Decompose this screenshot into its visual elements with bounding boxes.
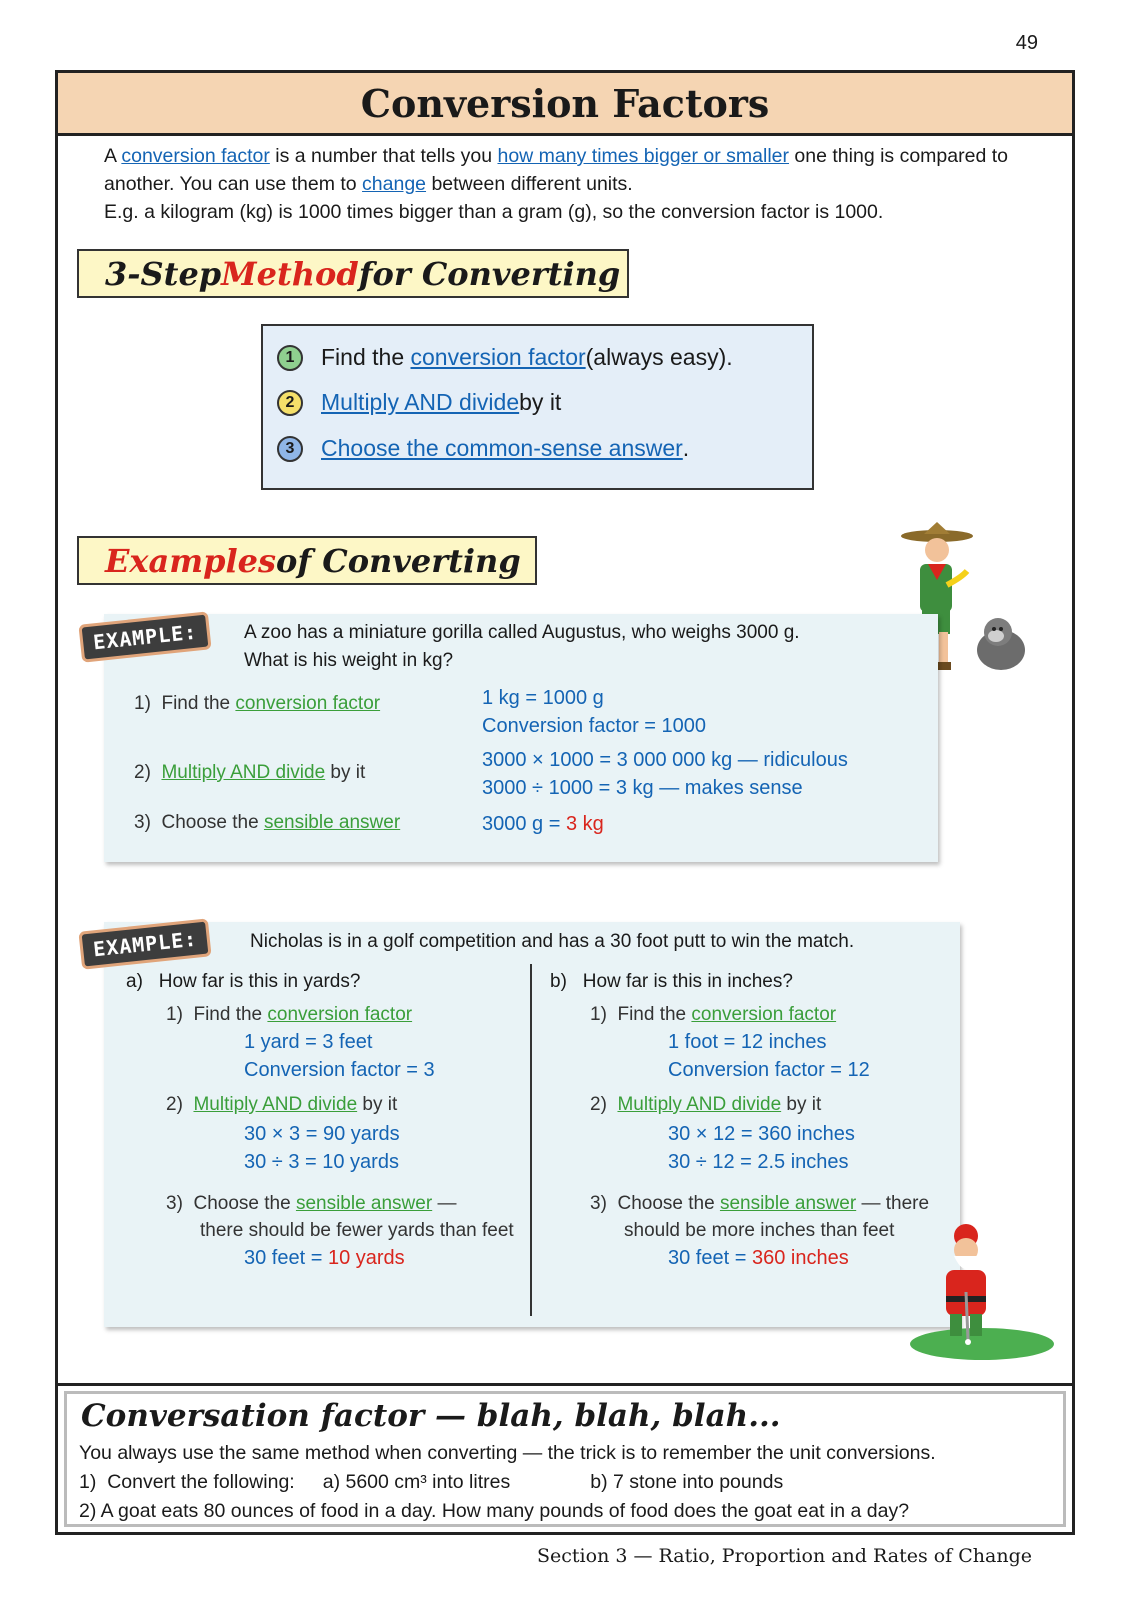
column-divider (530, 964, 532, 1316)
step-text: there should be fewer yards than feet (200, 1220, 514, 1241)
summary-box (58, 1383, 1072, 1532)
part-question: How far is this in yards? (158, 971, 361, 992)
step-link[interactable]: conversion factor (267, 1004, 413, 1025)
example-1-answers (482, 684, 848, 838)
question-num: 1) (79, 1471, 97, 1493)
question-line: What is his weight in kg? (244, 650, 454, 671)
step-num: 2) (134, 762, 151, 783)
link-change[interactable]: change (362, 173, 427, 195)
example-1-step-1 (134, 693, 380, 715)
step-link[interactable]: Multiply AND divide (193, 1094, 358, 1115)
step-3 (277, 435, 689, 462)
final-answer: 3 kg (565, 813, 604, 835)
step-link[interactable]: conversion factor (235, 693, 381, 714)
step-num: 2) (590, 1094, 607, 1115)
answer-line: 30 ÷ 3 = 10 yards (244, 1151, 399, 1173)
step-number-circle: 3 (277, 436, 303, 462)
steps-box (261, 324, 814, 490)
summary-text: You always use the same method when converting — the trick is to remember the unit conversions. (79, 1442, 936, 1464)
intro-text: one thing is compared to another. You can use them to (104, 145, 1008, 195)
final-answer: 10 yards (327, 1247, 405, 1269)
step-text: (always easy). (585, 344, 733, 370)
step-num: 1) (590, 1004, 607, 1025)
link-conversion-factor[interactable]: conversion factor (121, 145, 270, 167)
question-line: A zoo has a miniature gorilla called Augustus, who weighs 3000 g. (244, 622, 800, 643)
step-text: Choose the (193, 1193, 296, 1214)
page-title: Conversion Factors (58, 73, 1072, 136)
part-a (126, 968, 526, 1272)
method-heading-part: 3-Step (105, 254, 222, 293)
step-num: 3) (134, 812, 151, 833)
step-2 (277, 389, 561, 416)
step-link[interactable]: Choose the common-sense answer (321, 435, 683, 461)
answer-line: 1 foot = 12 inches (668, 1031, 827, 1053)
question-part-a: a) 5600 cm³ into litres (322, 1471, 511, 1493)
examples-heading-part: of Converting (275, 541, 521, 580)
summary-question-2: 2) A goat eats 80 ounces of food in a day. How many pounds of food does the goat eat in a day? (79, 1500, 910, 1522)
example-1-step-2 (134, 762, 365, 784)
question-part-b: b) 7 stone into pounds (590, 1471, 784, 1493)
answer-line: 30 feet = (244, 1247, 328, 1269)
part-b (550, 968, 950, 1272)
step-text: by it (325, 762, 366, 783)
answer-line: 3000 × 1000 = 3 000 000 kg — ridiculous (482, 749, 848, 771)
example-badge: EXAMPLE: (78, 611, 212, 662)
example-2-question: Nicholas is in a golf competition and has a 30 foot putt to win the match. (250, 931, 855, 952)
gorilla-illustration (970, 612, 1032, 674)
example-1-question (244, 619, 800, 675)
method-heading (77, 249, 629, 298)
answer-line: 1 kg = 1000 g (482, 687, 604, 709)
example-badge: EXAMPLE: (78, 918, 212, 969)
step-text: — there (856, 1193, 930, 1214)
answer-line: 30 ÷ 12 = 2.5 inches (668, 1151, 849, 1173)
intro-text: is a number that tells you (269, 145, 498, 167)
step-link[interactable]: conversion factor (410, 344, 586, 370)
link-how-many-times[interactable]: how many times bigger or smaller (497, 145, 790, 167)
step-num: 1) (166, 1004, 183, 1025)
step-num: 1) (134, 693, 151, 714)
step-link[interactable]: sensible answer (263, 812, 401, 833)
step-link[interactable]: Multiply AND divide (321, 389, 520, 415)
step-text: should be more inches than feet (624, 1220, 895, 1241)
answer-line: 3000 g = (482, 813, 566, 835)
example-2-panel (104, 922, 960, 1327)
page-number: 49 (1015, 32, 1038, 54)
summary-inner (64, 1391, 1066, 1527)
question-text: Convert the following: (107, 1471, 295, 1493)
answer-line: 1 yard = 3 feet (244, 1031, 373, 1053)
step-text: Find the (617, 1004, 692, 1025)
examples-heading-highlight: Examples (105, 541, 276, 580)
final-answer: 360 inches (751, 1247, 849, 1269)
step-number-circle: 2 (277, 390, 303, 416)
step-text: — (432, 1193, 457, 1214)
answer-line: Conversion factor = 3 (244, 1059, 435, 1081)
examples-heading (77, 536, 537, 585)
step-1 (277, 344, 733, 371)
step-link[interactable]: Multiply AND divide (617, 1094, 782, 1115)
example-1-panel (104, 614, 938, 862)
step-text: Choose the (617, 1193, 720, 1214)
step-link[interactable]: conversion factor (691, 1004, 837, 1025)
step-num: 2) (166, 1094, 183, 1115)
part-label: b) (550, 971, 567, 992)
example-1-step-3 (134, 812, 400, 834)
answer-line: Conversion factor = 1000 (482, 715, 707, 737)
part-label: a) (126, 971, 143, 992)
answer-line: 30 × 3 = 90 yards (244, 1123, 400, 1145)
method-heading-part: for Converting (358, 254, 621, 293)
step-text: by it (781, 1094, 822, 1115)
answer-line: Conversion factor = 12 (668, 1059, 870, 1081)
step-text: by it (357, 1094, 398, 1115)
summary-question-1 (79, 1471, 783, 1494)
step-num: 3) (166, 1193, 183, 1214)
intro-text: between different units. (426, 173, 633, 195)
step-text: . (682, 435, 690, 461)
intro-example: E.g. a kilogram (kg) is 1000 times bigger than a gram (g), so the conversion factor is 1000. (104, 201, 884, 223)
golfing-santa-illustration (906, 1222, 1056, 1362)
step-link[interactable]: sensible answer (295, 1193, 433, 1214)
answer-line: 30 × 12 = 360 inches (668, 1123, 855, 1145)
part-question: How far is this in inches? (582, 971, 793, 992)
step-link[interactable]: sensible answer (719, 1193, 857, 1214)
section-footer: Section 3 — Ratio, Proportion and Rates of Change (537, 1545, 1032, 1567)
step-text: by it (519, 389, 562, 415)
step-number-circle: 1 (277, 345, 303, 371)
intro-paragraph (104, 142, 1034, 226)
step-num: 3) (590, 1193, 607, 1214)
summary-title: Conversation factor — blah, blah, blah... (81, 1398, 781, 1434)
method-heading-highlight: Method (221, 254, 359, 293)
step-text: Find the (193, 1004, 268, 1025)
step-text: Find the (321, 344, 405, 370)
step-link[interactable]: Multiply AND divide (161, 762, 326, 783)
step-text: Choose the (161, 812, 264, 833)
step-text: Find the (161, 693, 236, 714)
intro-text: A (104, 145, 122, 167)
answer-line: 30 feet = (668, 1247, 752, 1269)
answer-line: 3000 ÷ 1000 = 3 kg — makes sense (482, 777, 803, 799)
